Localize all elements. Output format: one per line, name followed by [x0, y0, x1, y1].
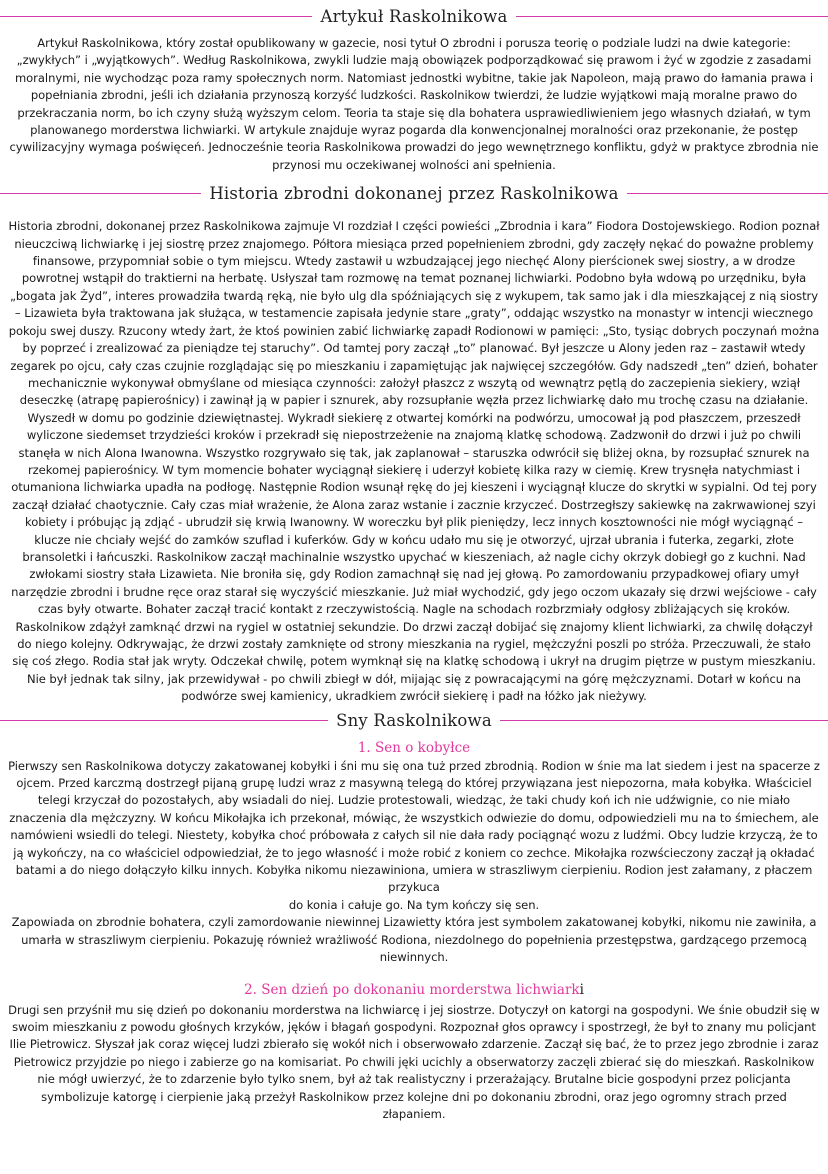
dream-heading-2-end: i — [579, 981, 584, 998]
heading-rule-right — [516, 16, 828, 17]
dream1-interpretation: Zapowiada on zbrodnie bohatera, czyli zamordowanie niewinnej Lizawietty która jest symbolem zakatowanej kobyłki, nikomu nie zawiniła, a umarła w straszliwym cierpieniu. Pokazuję również wrażliwość Rodiona, niezdolnego do popełnienia przestępstwa, gardzącego przemocą niewinnych. — [11, 915, 817, 965]
section-title: Artykuł Raskolnikowa — [320, 6, 508, 26]
section-heading-sny — [0, 708, 828, 734]
section-paragraph-artykul: Artykuł Raskolnikowa, który został opublikowany w gazecie, nosi tytuł O zbrodni i porusza teorię o podziale ludzi na dwie kategorie: „zwykłych” i „wyjątkowych”. Według Raskolnikowa, zwykli ludzie mają obowiązek podporządkować się prawom i żyć w zgodzie z zasadami moralnymi, nie wychodząc poza ramy społecznych norm. Natomiast jednostki wybitne, takie jak Napoleon, mają prawo do łamania prawa i popełniania zbrodni, jeśli ich działania przynoszą korzyść ludzkości. Raskolnikow twierdzi, że ludzie wyjątkowi mają moralne prawo do przekraczania norm, bo ich czyny służą wyższym celom. Teoria ta staje się dla bohatera usprawiedliwieniem jego własnych działań, w tym planowanego morderstwa lichwiarki. W artykule znajduje wyraz pogarda dla konwencjonalnej moralności oraz przekonanie, że postęp cywilizacyjny wymaga poświęceń. Jednocześnie teoria Raskolnikowa prowadzi do jego wewnętrznego konfliktu, gdyż w praktyce zbrodnia nie przynosi mu oczekiwanej wolności ani spełnienia. — [9, 36, 819, 172]
heading-rule-left — [0, 16, 312, 17]
dream-heading-2-text: 2. Sen dzień po dokonaniu morderstwa lichwiark — [244, 981, 580, 998]
document-page — [0, 3, 828, 1123]
heading-rule-right — [627, 193, 828, 194]
section-title: Sny Raskolnikowa — [336, 711, 492, 731]
dream1-closing-line: do konia i całuje go. Na tym kończy się sen. — [288, 897, 540, 912]
dream-heading-1: 1. Sen o kobyłce — [357, 739, 471, 756]
heading-rule-left — [0, 193, 201, 194]
dream-heading-2 — [0, 980, 828, 1000]
dream1-paragraph: Pierwszy sen Raskolnikowa dotyczy zakatowanej kobyłki i śni mu się ona tuż przed zbrodnią. Rodion w śnie ma lat siedem i jest na spacerze z ojcem. Przed karczmą dostrzegł pijaną grupę ludzi wraz z masywną telegą do której przywiązana jest niepozorna, mała kobyłka. Właściciel telegi krzyczał do pozostałych, aby wsiadali do niej. Ludzie protestowali, wiedząc, że taki chudy koń ich nie udźwignie, co nie miało znaczenia dla mężczyzny. W końcu Mikołajka ich przekonał, mówiąc, że wszystkich odwiezie do domu, odpowiedzieli mu na to śmiechem, ale namówieni wsiedli do telegi. Niestety, kobyłka choć próbowała z całych sil nie dała rady pociągnąć wozu z ludźmi. Obcy ludzie krzyczą, że to ją wykończy, na co właściciel odpowiedział, że to jego własność i może robić z koniem co zechce. Mikołajka rozwścieczony zaczął ją okładać batami a do niego dołączyło kilku innych. Kobyłka nikomu niezawiniona, umiera w straszliwym cierpieniu. Rodion jest załamany, z płaczem przykuca — [8, 758, 820, 895]
heading-rule-left — [0, 720, 328, 721]
dream2-paragraph: Drugi sen przyśnił mu się dzień po dokonaniu morderstwa na lichwiarcę i jej siostrze. Dotyczył on katorgi na gospodyni. We śnie obudził się w swoim mieszkaniu z powodu głośnych krzyków, jęków i błagań gospodyni. Rozpoznał głos oprawcy i spostrzegł, że był to znany mu policjant Ilie Pietrowicz. Słyszał jak coraz więcej ludzi zbierało się wokół nich i obserwowało zdarzenie. Zaczął się bać, że to przez jego zbrodnie i zaraz Pietrowicz przyjdzie po niego i zabierze go na komisariat. Po chwili jęki ucichly a obserwatorzy zaczęli zbierać się do mieszkań. Raskolnikow nie mógł uwierzyć, że to zdarzenie było tylko snem, był aż tak realistyczny i przerażający. Brutalne bicie gospodyni przez policjanta symbolizuje katorgę i cierpienie jaką przeżył Raskolnikow przez kolejne dni po dokonaniu zbrodni, oraz jego ogromny strach przed złapaniem. — [8, 1002, 820, 1121]
heading-rule-right — [500, 720, 828, 721]
section-title: Historia zbrodni dokonanej przez Raskolnikowa — [209, 183, 619, 203]
section-heading-historia — [0, 180, 828, 206]
section-paragraph-historia: Historia zbrodni, dokonanej przez Raskolnikowa zajmuje VI rozdział I części powieści „Zbrodnia i kara” Fiodora Dostojewskiego. Rodion poznał nieuczciwą lichwiarkę i jej siostrę przez znajomego. Półtora miesiąca przed popełnieniem zbrodni, gdy zaczęły nękać do poważne problemy finansowe, przypomniał sobie o tym miejscu. Wtedy zastawił u wzbudzającej jego niechęć Alony pierścionek swej siostry, a w drodze powrotnej wstąpił do traktierni na herbatę. Usłyszał tam rozmowę na temat poznanej lichwiarki. Podobno była wdową po urzędniku, była „bogata jak Żyd”, interes prowadziła twardą ręką, nie było ulg dla spóźniających się z wykupem, tak samo jak i dla mieszkającej z nią siostry – Lizawieta była traktowana jak służąca, w testamencie zapisała jedynie stare „graty”, oddając wszystko na monastyr w intencji wiecznego pokoju swej duszy. Rzucony wtedy żart, że ktoś powinien zabić lichwiarkę zapadł Rodionowi w pamięci: „Sto, tysiąc dobrych poczynań można by poprzeć i zrealizować za pieniądze tej staruchy”. Od tamtej pory zaczął „to” planować. Był jeszcze u Alony jeden raz – zastawił wtedy zegarek po ojcu, cały czas czujnie rozglądając się po mieszkaniu i zapamiętując jak najwięcej szczegółów. Gdy nadszedł „ten” dzień, bohater mechanicznie wykonywał obmyślane od miesiąca czynności: założył płaszcz z wszytą od wewnątrz pętlą do zaczepienia siekiery, wziął deseczkę (atrapę papierośnicy) i zawinął ją w papier i sznurek, aby rozsupłanie węzła przez lichwiarkę dało mu trochę czasu na działanie. Wyszedł w domu po godzinie dziewiętnastej. Wykradł siekierę z otwartej komórki na podwórzu, umocował ją pod płaszczem, przeszedł wyliczone siedemset trzydzieści kroków i przekradł się niepostrzeżenie na znajomą klatkę schodową. Zadzwonił do drzwi i już po chwili stanęła w nich Alona Iwanowna. Wszystko rozgrywało się tak, jak zaplanował – staruszka odwrócił się bliżej okna, by rozsupłać sznurek na rzekomej papierośnicy. W tym momencie bohater wyciągnął siekierę i uderzył kobietę kilka razy w ciemię. Krew trysnęła natychmiast i otumaniona lichwiarka upadła na podłogę. Następnie Rodion wsunął rękę do jej kieszeni i wyciągnął klucze do skrytki w sypialni. Od tej pory zaczął działać chaotycznie. Cały czas miał wrażenie, że Alona zaraz wstanie i zacznie krzyczeć. Dostrzegłszy sakiewkę na zakrwawionej szyi kobiety i próbując ją zdjąć - ubrudził się krwią Iwanowny. W woreczku był plik pieniędzy, lecz innych kosztowności nie mógł wyciągnąć – klucze nie chciały wejść do zamków szuflad i kuferków. Gdy w końcu udało mu się je otworzyć, ujrzał ubrania i futerka, zegarki, złote bransoletki i łańcuszki. Raskolnikow zaczął machinalnie wszystko upychać w kieszeniach, aż nagle cichy okrzyk dobiegł go z kuchni. Nad zwłokami siostry stała Lizawieta. Nie broniła się, gdy Rodion zamachnął się nad jej głową. Po zamordowaniu przypadkowej ofiary umył narzędzie zbrodni i brudne ręce oraz starał się wyczyścić mieszkanie. Już miał wychodzić, gdy jego oczom ukazały się drzwi wejściowe - cały czas były otwarte. Bohater zaczął tracić kontakt z rzeczywistością. Nagle na schodach rozbrzmiały odgłosy zbliżających się kroków. Raskolnikow zdążył zamknąć drzwi na rygiel w ostatniej sekundzie. Do drzwi zaczął dobijać się znajomy klient lichwiarki, za chwilę dołączył do niego kolejny. Odkrywając, że drzwi zostały zamknięte od strony mieszkania na rygiel, mężczyźni poszli po stróża. Przeczuwali, że stało się coś złego. Rodia stał jak wryty. Odczekał chwilę, potem wymknął się na klatkę schodową i ukrył na drugim piętrze w pustym mieszkaniu. Nie był jednak tak silny, jak przewidywał - po chwili zbiegł w dół, mijając się z powracającymi na górę mężczyznami. Dotarł w końcu na podwórze swej kamienicy, ukradkiem zwrócił siekierę i padł na łóżko jak nieżywy. — [8, 219, 820, 704]
section-heading-artykul — [0, 3, 828, 29]
